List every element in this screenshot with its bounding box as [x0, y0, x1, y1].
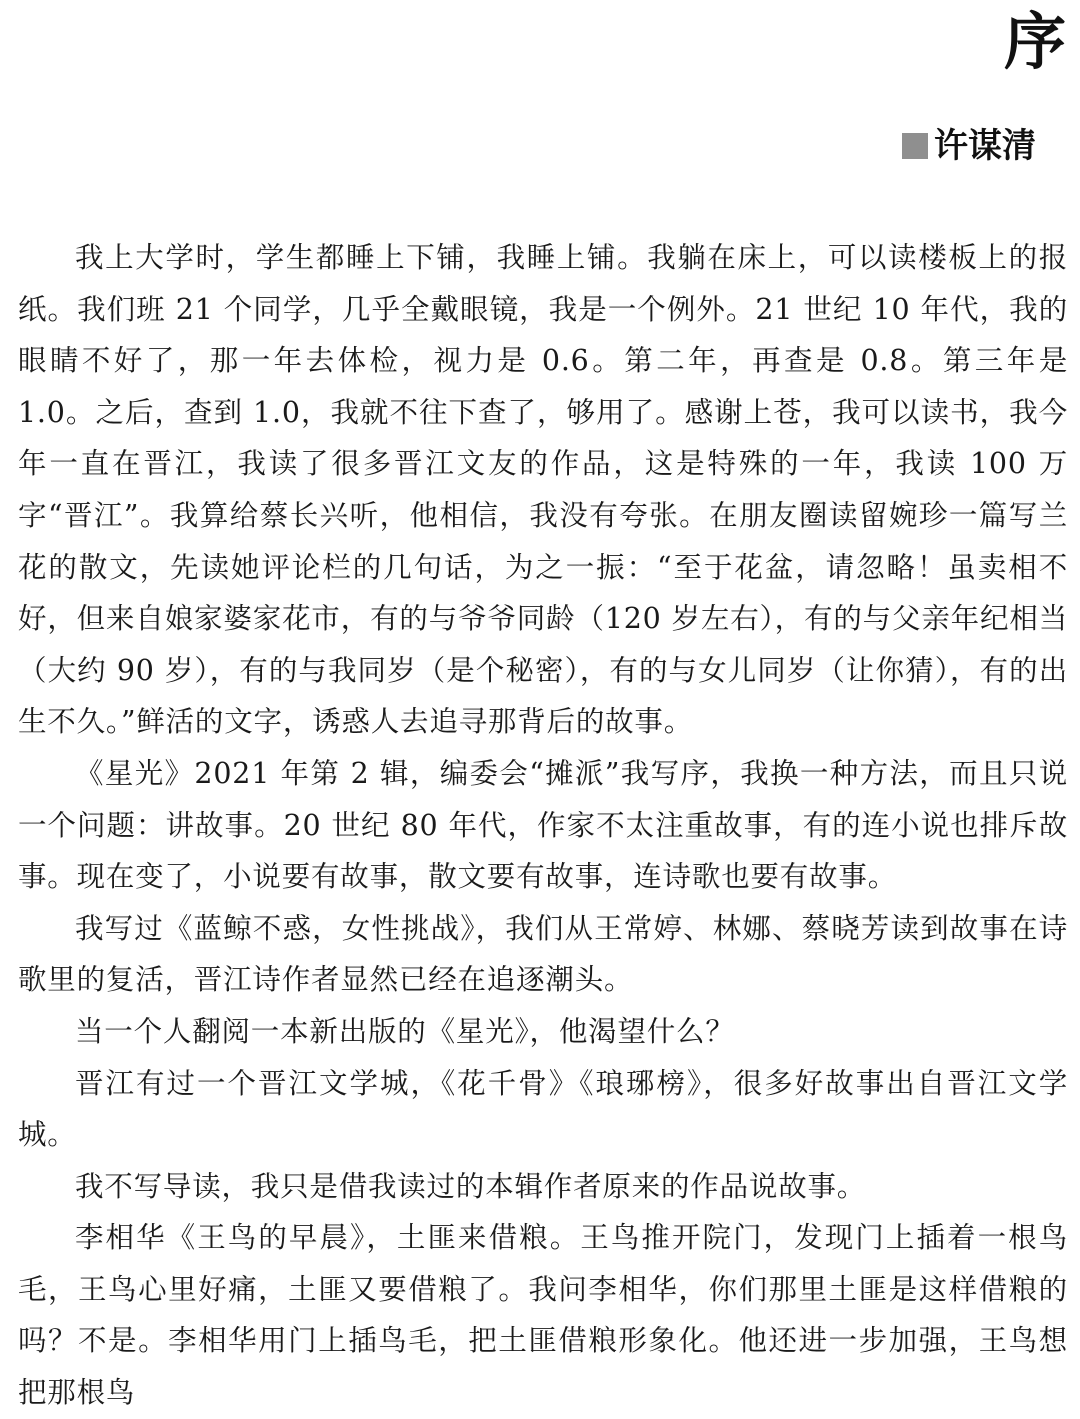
preface-body: [18, 232, 1068, 1419]
paragraph: 我写过《蓝鲸不惑，女性挑战》，我们从王常婷、林娜、蔡晓芳读到故事在诗歌里的复活，晋江诗作者显然已经在追逐潮头。: [18, 911, 1068, 997]
paragraph: 晋江有过一个晋江文学城，《花千骨》《琅琊榜》，很多好故事出自晋江文学城。: [18, 1066, 1068, 1152]
author-byline: [902, 122, 1036, 170]
square-bullet-icon: [902, 133, 928, 159]
author-name: 许谋清: [934, 126, 1036, 166]
paragraph: 我不写导读，我只是借我读过的本辑作者原来的作品说故事。: [75, 1169, 867, 1203]
paragraph: 当一个人翻阅一本新出版的《星光》，他渴望什么？: [75, 1014, 735, 1048]
chapter-title: 序: [1003, 5, 1066, 78]
paragraph: 我上大学时，学生都睡上下铺，我睡上铺。我躺在床上，可以读楼板上的报纸。我们班 21 个同学，几乎全戴眼镜，我是一个例外。21 世纪 10 年代，我的眼睛不好了，那一年去体检，视力是 0.6。第二年，再查是 0.8。第三年是 1.0。之后，查到 1.0，我就不往下查了，够用了。感谢上苍，我可以读书，我今年一直在晋江，我读了很多晋江文友的作品，这是特殊的一年，我读 100 万字“晋江”。我算给蔡长兴听，他相信，我没有夸张。在朋友圈读留婉珍一篇写兰花的散文，先读她评论栏的几句话，为之一振：“至于花盆，请忽略！虽卖相不好，但来自娘家婆家花市，有的与爷爷同龄（120 岁左右），有的与父亲年纪相当（大约 90 岁），有的与我同岁（是个秘密），有的与女儿同岁（让你猜），有的出生不久。”鲜活的文字，诱惑人去追寻那背后的故事。: [18, 241, 1068, 739]
paragraph: 李相华《王鸟的早晨》，土匪来借粮。王鸟推开院门，发现门上插着一根鸟毛，王鸟心里好痛，土匪又要借粮了。我问李相华，你们那里土匪是这样借粮的吗？不是。李相华用门上插鸟毛，把土匪借粮形象化。他还进一步加强，王鸟想把那根鸟: [18, 1221, 1068, 1410]
paragraph: 《星光》2021 年第 2 辑，编委会“摊派”我写序，我换一种方法，而且只说一个问题：讲故事。20 世纪 80 年代，作家不太注重故事，有的连小说也排斥故事。现在变了，小说要有故事，散文要有故事，连诗歌也要有故事。: [18, 756, 1068, 894]
